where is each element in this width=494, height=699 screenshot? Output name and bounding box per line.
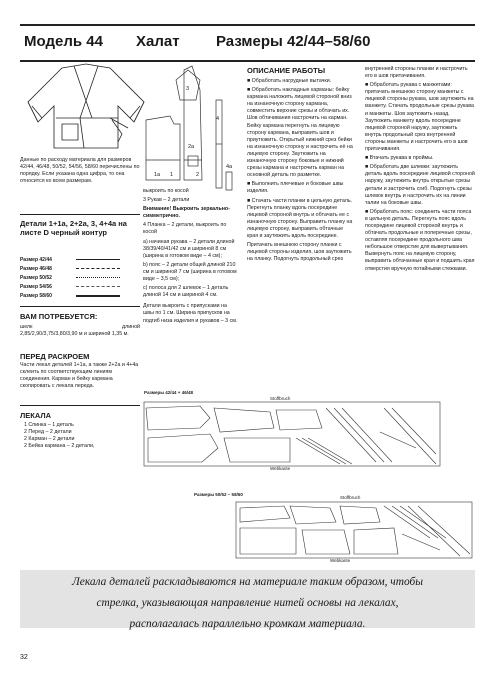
work-step: внутренней стороны планки и настрочить его в шов притачивания. — [365, 66, 468, 80]
banner-line-2: стрелка, указывающая направление нитей основы на лекалах, — [96, 597, 399, 609]
work-step: ■ Обработать накладные карманы: бейку кармана наложить лицевой стороной вниз на изнаночную сторону кармана, совместить верхние срезы и обтачать их. Шов обтачивания настрочить на карман. Бейку кармана перегнуть на лицевую сторону кармана, выправить шов и приутюжить. Открытый нижний срез бейки на изнаночную сторону и настрочить её на лицевую сторону. Заутюжить на изнаночную сторону боковые и нижний срезы кармана и настрочить карман на основной деталь по разметке. — [247, 87, 353, 179]
model-name: Халат — [136, 33, 180, 50]
work-step: Притачать внешнюю сторону планки с лицевой стороны изделия, шов заутюжить на планку. Подогнуть продольный срез — [247, 242, 352, 263]
middle-line: 3 Рукав – 2 детали — [143, 197, 190, 204]
layout1-label: Размеры 42/44 + 46/48 — [144, 390, 193, 395]
work-step: ■ Стачать части планки в цельную деталь. Перегнуть планку вдоль посередине лицевой стороной внутрь и обтачать ее с изнаночную сторону. Выправить планку на лицевую сторону, выправить обтачные края и заутюжить вдоль посередине. — [247, 197, 353, 239]
size-line-4: Размер 54/56 — [20, 282, 144, 291]
middle-line: выкроить по косой — [143, 188, 189, 194]
work-step: ■ Обработать пояс: соединить части пояса в цельную деталь. Перегнуть пояс вдоль посередине лицевой стороной внутрь и обтачать продольные и поперечные срезы, оставляя посередине продольного шва небольшое отверстие для вывертывания. Вывернуть пояс на лицевую сторону, выправить обтачанные края и подшить края отверстия вручную потайными стежками. — [365, 208, 475, 272]
work-step: ■ Выполнить плечевые и боковые швы изделия. — [247, 181, 344, 195]
parts-heading: Детали 1+1а, 2+2а, 3, 4+4а на листе D черный контур — [20, 219, 127, 237]
label-4a: 4а — [226, 164, 233, 170]
size-range: Размеры 42/44–58/60 — [216, 33, 371, 50]
cutting-layouts — [140, 388, 475, 564]
model-number: Модель 44 — [24, 33, 103, 50]
work-step: ■ Втачать рукава в проймы. — [365, 155, 434, 162]
work-step: ■ Обработать рукава с манжетами: притачать внешнюю сторону манжеты с лицевой стороны рукава, шов заутюжить на манжету. Стачать продольные срезы рукава и манжеты. Шов заутюжить назад. Заутюжить манжету вдоль посередине лицевой стороной наружу, заутюжить внутрь продольный срез внутренней стороны манжеты и настрочить его в шов притачивания. — [365, 82, 474, 153]
patterns-heading: ЛЕКАЛА — [20, 411, 52, 420]
work-step: ■ Обработать нагрудные вытачки. — [247, 78, 332, 84]
size-line-5: Размер 58/60 — [20, 291, 144, 300]
pattern-item: 2 Карман – 2 детали — [24, 436, 75, 443]
pattern-item: 1 Спинка – 1 деталь — [24, 422, 74, 428]
middle-line: b) пояс – 2 детали общей длиной 210 см и шириной 7 см (ширина в готовом виде – 3,5 см); — [143, 261, 237, 283]
label-1a: 1а — [154, 172, 161, 178]
selvage-label-2: Webkante — [330, 558, 351, 563]
work-column-2 — [365, 66, 475, 275]
fabric-note: Данные по расходу материала для размеров 42/44, 46/48, 50/52, 54/56, 58/60 перечислены по порядку. Если указана одна цифра, то она относится ко всем размерам. — [20, 157, 140, 185]
work-column-1 — [247, 78, 354, 265]
divider — [20, 405, 140, 406]
page-number: 32 — [20, 654, 28, 661]
layout-note-banner — [20, 570, 475, 628]
work-step: ■ Обработать две шлевки: заутюжить деталь вдоль посередине лицевой стороной наружу, заутюжить внутрь открытые срезы детали и застрочить сгиб. Подогнуть срезы шлевок внутрь и настрочить их на линии талии на боковые швы. — [365, 164, 475, 206]
pattern-item: 2 Перед – 2 детали — [24, 429, 72, 436]
size-line-3: Размер 50/52 — [20, 273, 144, 282]
banner-line-3: располагалась параллельно кромкам материала. — [129, 618, 366, 630]
label-1: 1 — [170, 172, 174, 178]
size-line-2: Размер 46/48 — [20, 264, 144, 273]
middle-line: Внимание! Выкроить зеркально-симметрично. — [143, 206, 230, 220]
page-header — [20, 24, 475, 62]
selvage-label: Webkante — [270, 466, 291, 471]
label-2: 2 — [196, 172, 200, 178]
needed-heading: ВАМ ПОТРЕБУЕТСЯ: — [20, 312, 98, 321]
size-legend — [20, 255, 144, 300]
before-cut-text: Части лекал деталей 1+1а, а также 2+2а и 4+4а склеить по соответствующим линиям соединения. Карман и бейку кармана скопировать с лекала переда. — [20, 362, 139, 390]
label-4: 4 — [216, 116, 220, 122]
needed-text-2: 2,85/2,90/3,75/3,80/3,90 м и шириной 1,35 м. — [20, 331, 129, 337]
layout2-label: Размеры 50/52 – 58/60 — [194, 492, 243, 497]
robe-illustration — [22, 62, 150, 152]
middle-line: Детали выкроить с припусками на швы по 1 см. Ширина припусков на подгиб низа изделия и рукавов – 3 см. — [143, 303, 238, 324]
work-heading: ОПИСАНИЕ РАБОТЫ — [247, 66, 326, 75]
pattern-item: 2 Бейка кармана – 2 детали, — [24, 443, 95, 450]
label-3: 3 — [186, 86, 190, 92]
patterns-list — [24, 422, 140, 450]
before-cut-heading: ПЕРЕД РАСКРОЕМ — [20, 352, 90, 361]
size-line-1: Размер 42/44 — [20, 255, 144, 264]
needed-text-1: шелк длиной — [20, 324, 140, 330]
fold-label-2: Stoffbruch — [340, 495, 361, 500]
divider — [20, 214, 140, 215]
middle-text — [143, 188, 239, 327]
middle-line: 4 Планка – 2 детали, выкроить по косой — [143, 222, 227, 236]
middle-line: а) начиная рукава – 2 детали длиной 38/39/40/41/42 см и шириной 8 см (ширина в готовом виде – 4 см); — [143, 238, 235, 259]
label-2a: 2а — [188, 144, 195, 150]
divider — [20, 306, 140, 307]
fold-label: Stoffbruch — [270, 396, 291, 401]
middle-line: с) полоса для 2 шлевок – 1 деталь длиной 14 см и шириной 4 см. — [143, 285, 229, 299]
banner-line-1: Лекала деталей раскладываются на материале таким образом, чтобы — [72, 576, 423, 588]
